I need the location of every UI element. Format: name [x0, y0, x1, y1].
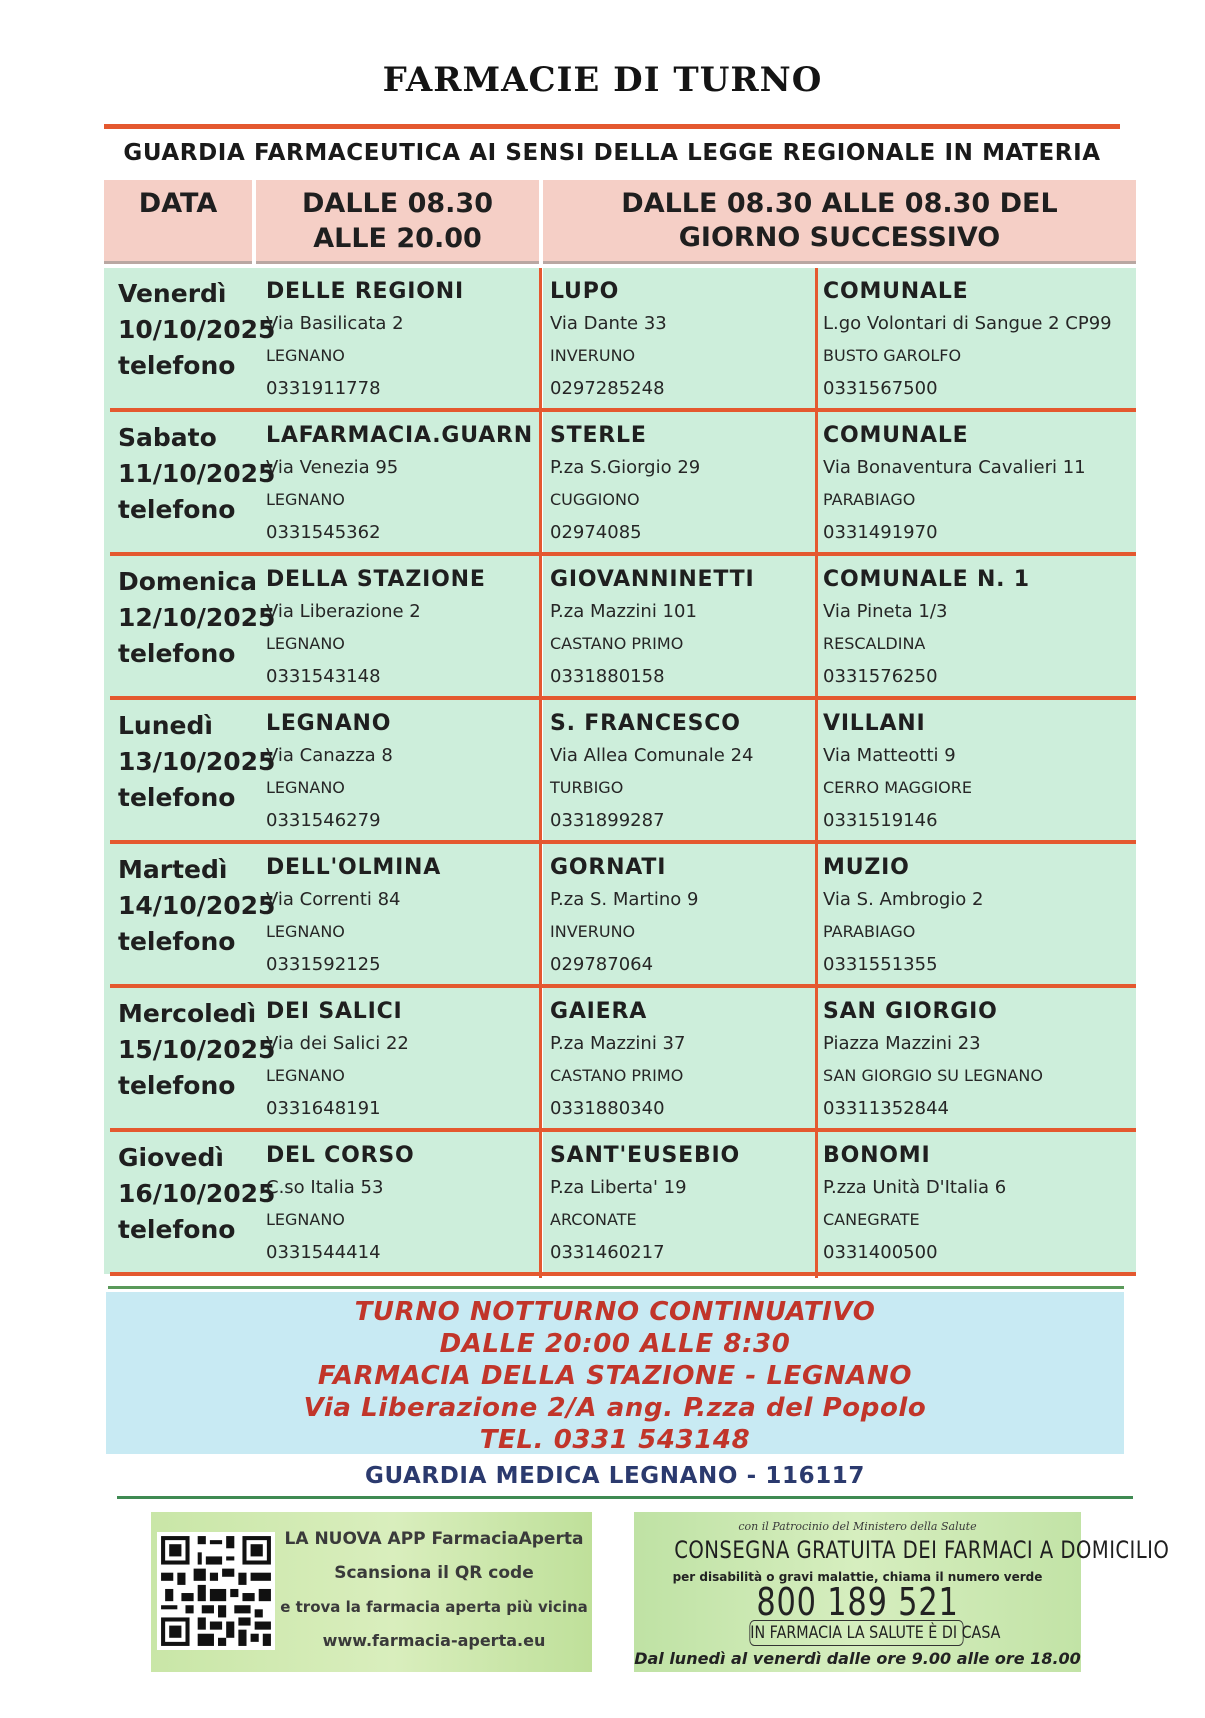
pharmacy-full-2 [823, 1140, 1133, 1270]
day-cell [118, 708, 276, 816]
day-cell [118, 420, 276, 528]
table-row [104, 988, 1136, 1132]
pharmacy-address: Via Venezia 95 [266, 457, 399, 478]
row-divider [110, 1128, 1136, 1132]
day-name: Lunedì [118, 711, 213, 740]
title-divider [104, 124, 1120, 129]
pharmacy-address: P.zza Unità D'Italia 6 [823, 1177, 1007, 1198]
pharmacy-phone: 0331648191 [266, 1098, 381, 1119]
pharmacy-city: CASTANO PRIMO [550, 634, 684, 653]
phone-label: telefono [118, 1071, 236, 1100]
table-row [104, 844, 1136, 988]
phone-label: telefono [118, 1215, 236, 1244]
pharmacy-full-1 [550, 996, 820, 1126]
pharmacy-city: PARABIAGO [823, 922, 916, 941]
phone-label: telefono [118, 351, 236, 380]
header-day-shift [256, 180, 539, 264]
pharmacy-name: GORNATI [550, 855, 667, 880]
pharmacy-city: CANEGRATE [823, 1210, 920, 1229]
pharmacy-day [266, 996, 536, 1126]
table-row [104, 556, 1136, 700]
pharmacy-name: LUPO [550, 279, 620, 304]
pharmacy-name: STERLE [550, 423, 647, 448]
day-name: Sabato [118, 423, 217, 452]
pharmacy-full-1 [550, 564, 820, 694]
table-row [104, 412, 1136, 556]
pharmacy-address: C.so Italia 53 [266, 1177, 384, 1198]
day-name: Domenica [118, 567, 257, 596]
app-banner-scan: Scansiona il QR code [334, 1563, 534, 1583]
pharmacy-full-2 [823, 420, 1133, 550]
pharmacy-phone: 0331519146 [823, 810, 938, 831]
pharmacy-name: DELLA STAZIONE [266, 567, 486, 592]
app-banner-text [279, 1522, 589, 1658]
day-date: 15/10/2025 [118, 1035, 276, 1064]
day-date: 12/10/2025 [118, 603, 276, 632]
home-delivery-slogan: IN FARMACIA LA SALUTE È DI CASA [749, 1620, 963, 1646]
app-banner-url[interactable]: www.farmacia-aperta.eu [322, 1631, 546, 1650]
pharmacy-name: COMUNALE [823, 423, 969, 448]
day-name: Giovedì [118, 1143, 224, 1172]
pharmacy-address: P.za S. Martino 9 [550, 889, 699, 910]
pharmacy-full-2 [823, 564, 1133, 694]
pharmacy-city: LEGNANO [266, 922, 345, 941]
pharmacy-address: Via Basilicata 2 [266, 313, 404, 334]
pharmacy-day [266, 564, 536, 694]
pharmacy-address: Via S. Ambrogio 2 [823, 889, 984, 910]
pharmacy-full-2 [823, 852, 1133, 982]
app-banner-find: e trova la farmacia aperta più vicina [280, 1598, 588, 1616]
pharmacy-phone: 0331543148 [266, 666, 381, 687]
pharmacy-address: Via Dante 33 [550, 313, 667, 334]
pharmacy-name: MUZIO [823, 855, 910, 880]
header-day-line1: DALLE 08.30 [302, 187, 493, 219]
pharmacy-city: CASTANO PRIMO [550, 1066, 684, 1085]
phone-label: telefono [118, 927, 236, 956]
pharmacy-full-1 [550, 420, 820, 550]
pharmacy-phone: 0331567500 [823, 378, 938, 399]
day-date: 13/10/2025 [118, 747, 276, 776]
pharmacy-phone: 0297285248 [550, 378, 665, 399]
pharmacy-name: GAIERA [550, 999, 648, 1024]
day-date: 14/10/2025 [118, 891, 276, 920]
pharmacy-address: Via Correnti 84 [266, 889, 401, 910]
day-name: Mercoledì [118, 999, 257, 1028]
pharmacy-phone: 0331400500 [823, 1242, 938, 1263]
pharmacy-city: PARABIAGO [823, 490, 916, 509]
day-date: 10/10/2025 [118, 315, 276, 344]
home-delivery-hours: Dal lunedì al venerdì dalle ore 9.00 alle ore 18.00 [634, 1649, 1081, 1668]
column-divider [539, 268, 542, 1278]
header-night-line2: GIORNO SUCCESSIVO [678, 221, 1001, 253]
pharmacy-city: LEGNANO [266, 634, 345, 653]
day-date: 16/10/2025 [118, 1179, 276, 1208]
pharmacy-day [266, 276, 536, 406]
pharmacy-phone: 0331545362 [266, 522, 381, 543]
pharmacy-address: Via Bonaventura Cavalieri 11 [823, 457, 1086, 478]
table-row [104, 1132, 1136, 1276]
pharmacy-address: P.za Mazzini 37 [550, 1033, 686, 1054]
green-divider [108, 1286, 1124, 1289]
pharmacy-name: SAN GIORGIO [823, 999, 998, 1024]
phone-label: telefono [118, 783, 236, 812]
pharmacy-phone: 0331544414 [266, 1242, 381, 1263]
home-delivery-title: CONSEGNA GRATUITA DEI FARMACI A DOMICILIO [674, 1536, 1170, 1564]
pharmacy-name: VILLANI [823, 711, 926, 736]
pharmacy-full-1 [550, 276, 820, 406]
table-row [104, 700, 1136, 844]
pharmacy-full-1 [550, 708, 820, 838]
pharmacy-full-2 [823, 996, 1133, 1126]
pharmacy-phone: 0331460217 [550, 1242, 665, 1263]
pharmacy-city: LEGNANO [266, 346, 345, 365]
pharmacy-address: Via Allea Comunale 24 [550, 745, 754, 766]
home-delivery-subtitle: per disabilità o gravi malattie, chiama il numero verde [672, 1570, 1043, 1584]
pharmacy-address: P.za Liberta' 19 [550, 1177, 687, 1198]
pharmacy-address: L.go Volontari di Sangue 2 CP99 [823, 313, 1112, 334]
pharmacy-phone: 0331899287 [550, 810, 665, 831]
pharmacy-full-2 [823, 276, 1133, 406]
header-data-label: DATA [138, 188, 218, 219]
pharmacy-name: COMUNALE [823, 279, 969, 304]
row-divider [110, 408, 1136, 412]
duty-table [104, 180, 1136, 1278]
pharmacy-address: Via Liberazione 2 [266, 601, 421, 622]
table-row [104, 268, 1136, 412]
page-subtitle: GUARDIA FARMACEUTICA AI SENSI DELLA LEGGE REGIONALE IN MATERIA [123, 140, 1101, 166]
row-divider [110, 840, 1136, 844]
day-cell [118, 276, 276, 384]
pharmacy-city: SAN GIORGIO SU LEGNANO [823, 1066, 1043, 1085]
pharmacy-name: DELLE REGIONI [266, 279, 464, 304]
night-shift-address: Via Liberazione 2/A ang. P.zza del Popolo [303, 1393, 927, 1423]
pharmacy-phone: 0331592125 [266, 954, 381, 975]
pharmacy-day [266, 852, 536, 982]
pharmacy-name: SANT'EUSEBIO [550, 1143, 741, 1168]
pharmacy-phone: 0331491970 [823, 522, 938, 543]
night-shift-title: TURNO NOTTURNO CONTINUATIVO [354, 1297, 876, 1327]
pharmacy-name: DEL CORSO [266, 1143, 415, 1168]
pharmacy-address: Via Matteotti 9 [823, 745, 956, 766]
pharmacy-name: DELL'OLMINA [266, 855, 442, 880]
pharmacy-phone: 0331911778 [266, 378, 381, 399]
header-night-line1: DALLE 08.30 ALLE 08.30 DEL [621, 187, 1058, 219]
pharmacy-phone: 0331880340 [550, 1098, 665, 1119]
row-divider [110, 696, 1136, 700]
pharmacy-city: LEGNANO [266, 490, 345, 509]
pharmacy-city: INVERUNO [550, 346, 636, 365]
day-cell [118, 996, 276, 1104]
night-shift-pharmacy: FARMACIA DELLA STAZIONE - LEGNANO [317, 1361, 913, 1391]
pharmacy-full-1 [550, 1140, 820, 1270]
night-shift-box [106, 1292, 1124, 1454]
pharmacy-phone: 0331880158 [550, 666, 665, 687]
night-shift-hours: DALLE 20:00 ALLE 8:30 [439, 1329, 791, 1359]
pharmacy-city: LEGNANO [266, 778, 345, 797]
pharmacy-name: BONOMI [823, 1143, 931, 1168]
row-divider [110, 552, 1136, 556]
day-cell [118, 852, 276, 960]
pharmacy-address: Piazza Mazzini 23 [823, 1033, 981, 1054]
pharmacy-city: LEGNANO [266, 1210, 345, 1229]
pharmacy-full-2 [823, 708, 1133, 838]
pharmacy-city: BUSTO GAROLFO [823, 346, 962, 365]
pharmacy-city: CERRO MAGGIORE [823, 778, 972, 797]
day-name: Martedì [118, 855, 228, 884]
pharmacy-address: Via dei Salici 22 [266, 1033, 409, 1054]
pharmacy-name: GIOVANNINETTI [550, 567, 755, 592]
toll-free-number[interactable]: 800 189 521 [756, 1580, 959, 1624]
patronage-text: con il Patrocinio del Ministero della Salute [738, 1520, 977, 1533]
header-data [104, 180, 252, 264]
header-full-shift [543, 180, 1136, 264]
pharmacy-city: RESCALDINA [823, 634, 926, 653]
pharmacy-name: S. FRANCESCO [550, 711, 741, 736]
column-divider [815, 268, 818, 1278]
phone-label: telefono [118, 639, 236, 668]
pharmacy-address: P.za S.Giorgio 29 [550, 457, 701, 478]
app-banner [151, 1512, 592, 1672]
guardia-medica: GUARDIA MEDICA LEGNANO - 116117 [364, 1463, 866, 1489]
night-shift-phone: TEL. 0331 543148 [479, 1425, 751, 1455]
day-date: 11/10/2025 [118, 459, 276, 488]
pharmacy-phone: 0331551355 [823, 954, 938, 975]
pharmacy-phone: 02974085 [550, 522, 642, 543]
pharmacy-name: LAFARMACIA.GUARN [266, 423, 533, 448]
pharmacy-address: P.za Mazzini 101 [550, 601, 697, 622]
pharmacy-name: COMUNALE N. 1 [823, 567, 1030, 592]
page-title: FARMACIE DI TURNO [382, 60, 823, 100]
pharmacy-city: LEGNANO [266, 1066, 345, 1085]
row-divider [110, 984, 1136, 988]
row-divider [110, 1272, 1136, 1276]
pharmacy-phone: 0331546279 [266, 810, 381, 831]
green-divider [117, 1496, 1133, 1499]
pharmacy-day [266, 1140, 536, 1270]
day-cell [118, 564, 276, 672]
app-banner-title: LA NUOVA APP FarmaciaAperta [284, 1529, 584, 1549]
pharmacy-city: ARCONATE [550, 1210, 637, 1229]
pharmacy-address: Via Canazza 8 [266, 745, 393, 766]
pharmacy-phone: 0331576250 [823, 666, 938, 687]
qr-code-icon[interactable] [157, 1532, 275, 1650]
pharmacy-day [266, 708, 536, 838]
pharmacy-name: LEGNANO [266, 711, 392, 736]
pharmacy-phone: 03311352844 [823, 1098, 949, 1119]
header-day-line2: ALLE 20.00 [313, 222, 482, 254]
day-name: Venerdì [118, 279, 227, 308]
phone-label: telefono [118, 495, 236, 524]
home-delivery-banner [634, 1512, 1170, 1672]
pharmacy-city: INVERUNO [550, 922, 636, 941]
day-cell [118, 1140, 276, 1248]
pharmacy-name: DEI SALICI [266, 999, 403, 1024]
pharmacy-full-1 [550, 852, 820, 982]
pharmacy-day [266, 420, 536, 550]
pharmacy-address: Via Pineta 1/3 [823, 601, 948, 622]
pharmacy-phone: 029787064 [550, 954, 654, 975]
pharmacy-city: TURBIGO [550, 778, 624, 797]
pharmacy-city: CUGGIONO [550, 490, 640, 509]
